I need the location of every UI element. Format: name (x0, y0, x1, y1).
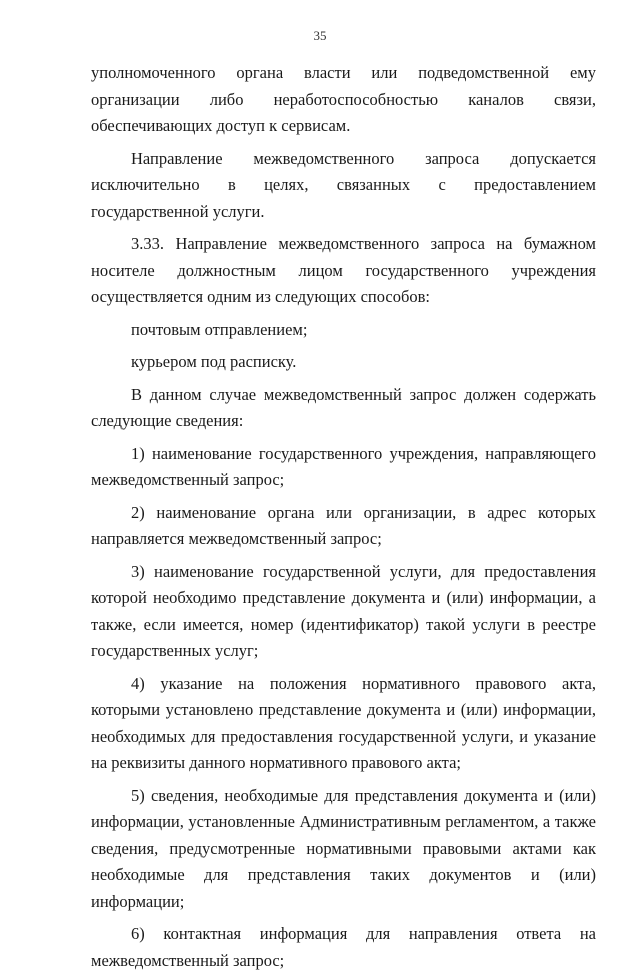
list-item: 1) наименование государственного учреждения, направляющего межведомственный запрос; (91, 443, 596, 489)
document-body (91, 60, 596, 980)
paragraph: Направление межведомственного запроса допускается исключительно в целях, связанных с предоставлением государственной услуги. (91, 148, 596, 221)
list-item: 4) указание на положения нормативного правового акта, которыми установлено представление документа и (или) информации, необходимых для предоставления государственной услуги, и указание на реквизиты данного нормативного правового акта; (91, 673, 596, 772)
list-item: 3) наименование государственной услуги, для предоставления которой необходимо представление документа и (или) информации, а также, если имеется, номер (идентификатор) такой услуги в реестре государственных услуг; (91, 561, 596, 660)
paragraph: 3.33. Направление межведомственного запроса на бумажном носителе должностным лицом государственного учреждения осуществляется одним из следующих способов: (91, 234, 596, 306)
list-item: 5) сведения, необходимые для представления документа и (или) информации, установленные Административным регламентом, а также сведения, предусмотренные нормативными правовыми актами как необходимые для представления таких документов и (или) информации; (91, 785, 596, 911)
paragraph: уполномоченного органа власти или подведомственной ему организации либо неработоспособностью каналов связи, обеспечивающих доступ к сервисам. (91, 63, 596, 135)
list-item: почтовым отправлением; (131, 319, 308, 339)
page-number: 35 (313, 28, 327, 43)
list-item: курьером под расписку. (131, 352, 297, 371)
list-item: 6) контактная информация для направления ответа на межведомственный запрос; (91, 924, 596, 970)
paragraph: В данном случае межведомственный запрос должен содержать следующие сведения: (91, 384, 596, 430)
list-item: 2) наименование органа или организации, в адрес которых направляется межведомственный запрос; (91, 502, 596, 548)
